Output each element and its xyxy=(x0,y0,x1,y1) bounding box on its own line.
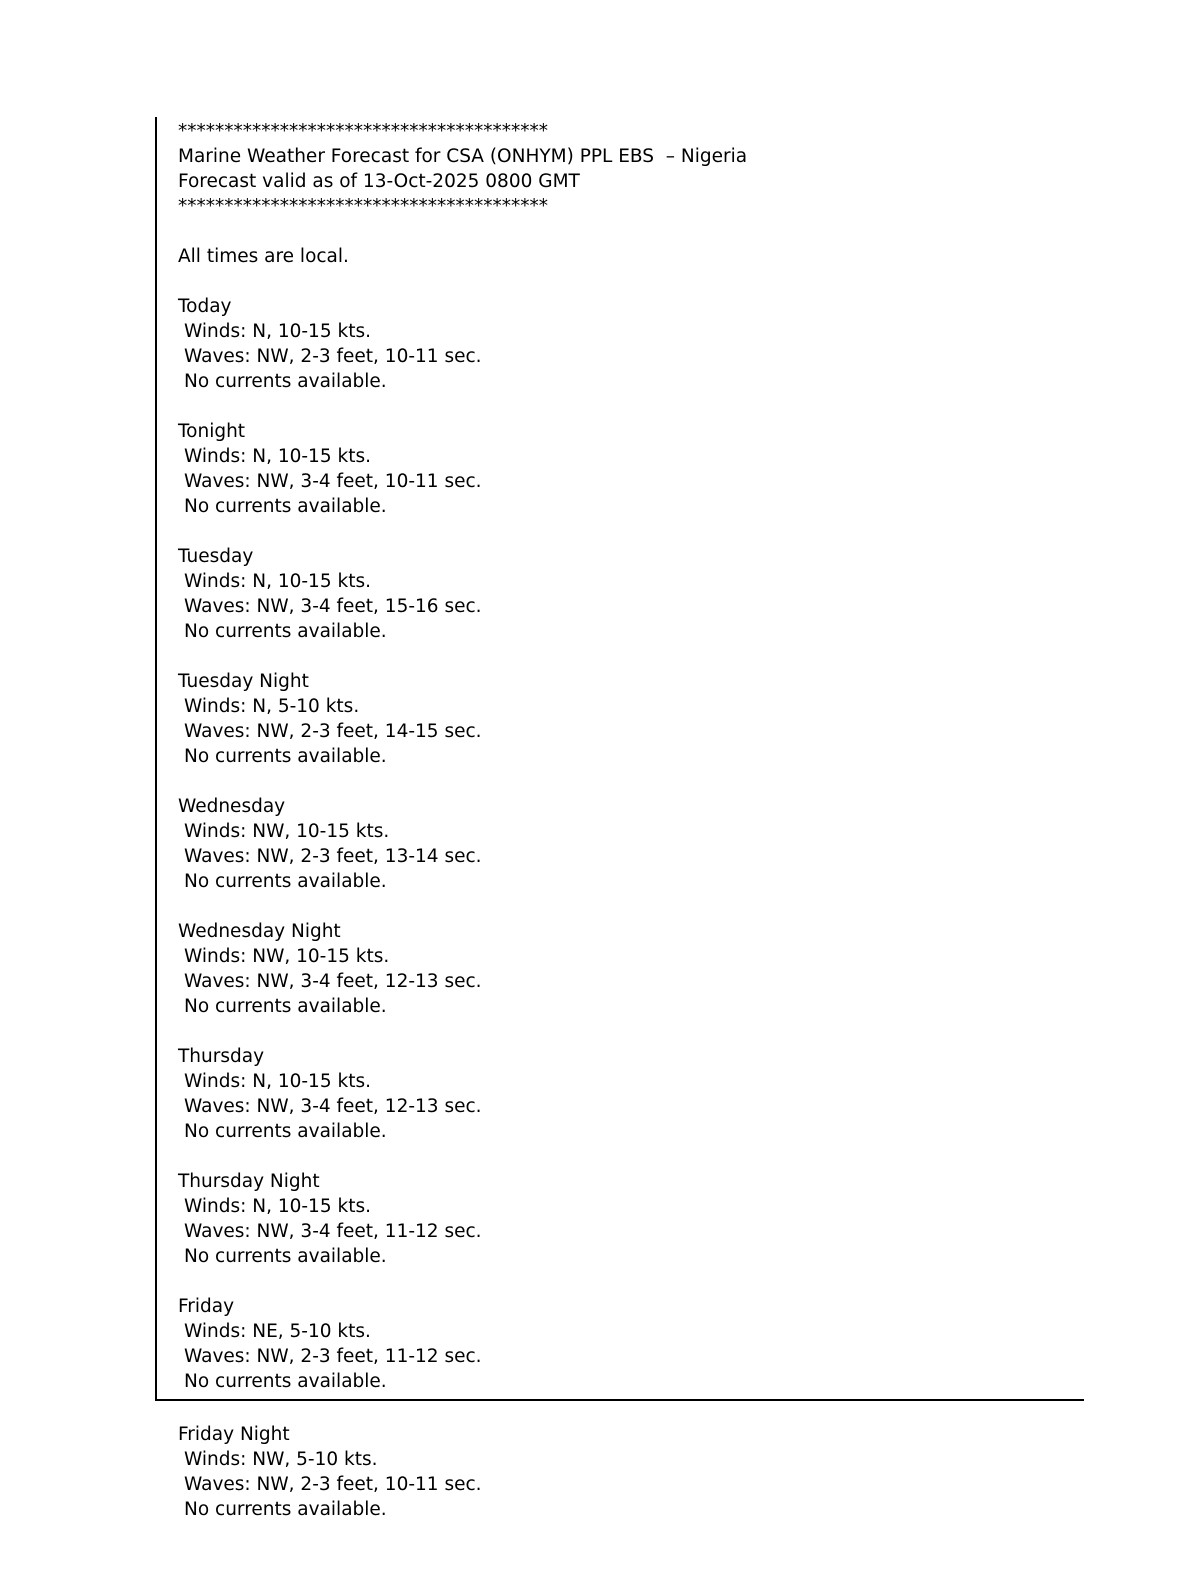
section-currents: No currents available. xyxy=(184,996,387,1017)
section-currents: No currents available. xyxy=(184,371,387,392)
forecast-section xyxy=(178,1294,1084,1394)
section-winds: Winds: N, 10-15 kts. xyxy=(184,1196,371,1217)
forecast-section xyxy=(178,419,1084,519)
section-day: Tuesday xyxy=(178,546,254,567)
section-currents: No currents available. xyxy=(184,1121,387,1142)
header-divider-bottom: **************************************** xyxy=(178,196,548,217)
section-winds: Winds: N, 10-15 kts. xyxy=(184,1071,371,1092)
forecast-section xyxy=(178,544,1084,644)
forecast-section xyxy=(178,1169,1084,1269)
section-winds: Winds: NW, 5-10 kts. xyxy=(184,1449,378,1470)
section-day: Tonight xyxy=(178,421,246,442)
section-day: Friday Night xyxy=(178,1424,290,1445)
section-waves: Waves: NW, 2-3 feet, 10-11 sec. xyxy=(184,1474,482,1495)
section-day: Today xyxy=(178,296,232,317)
forecast-valid-line: Forecast valid as of 13-Oct-2025 0800 GMT xyxy=(178,171,580,192)
section-waves: Waves: NW, 3-4 feet, 11-12 sec. xyxy=(184,1221,482,1242)
header-divider-top: **************************************** xyxy=(178,121,548,142)
section-waves: Waves: NW, 3-4 feet, 10-11 sec. xyxy=(184,471,482,492)
section-winds: Winds: N, 10-15 kts. xyxy=(184,446,371,467)
section-waves: Waves: NW, 2-3 feet, 14-15 sec. xyxy=(184,721,482,742)
section-currents: No currents available. xyxy=(184,1371,387,1392)
forecast-section xyxy=(178,1044,1084,1144)
forecast-section xyxy=(178,294,1084,394)
section-waves: Waves: NW, 2-3 feet, 13-14 sec. xyxy=(184,846,482,867)
section-winds: Winds: NW, 10-15 kts. xyxy=(184,946,390,967)
section-currents: No currents available. xyxy=(184,1499,387,1520)
section-winds: Winds: N, 10-15 kts. xyxy=(184,321,371,342)
document-title: Marine Weather Forecast for CSA (ONHYM) PPL EBS – Nigeria xyxy=(178,146,748,167)
forecast-section xyxy=(178,919,1084,1019)
section-winds: Winds: NW, 10-15 kts. xyxy=(184,821,390,842)
section-currents: No currents available. xyxy=(184,1246,387,1267)
section-winds: Winds: N, 5-10 kts. xyxy=(184,696,360,717)
forecast-section xyxy=(178,1422,482,1522)
section-winds: Winds: NE, 5-10 kts. xyxy=(184,1321,371,1342)
forecast-section xyxy=(178,794,1084,894)
section-waves: Waves: NW, 2-3 feet, 11-12 sec. xyxy=(184,1346,482,1367)
section-waves: Waves: NW, 3-4 feet, 12-13 sec. xyxy=(184,971,482,992)
section-currents: No currents available. xyxy=(184,746,387,767)
times-note: All times are local. xyxy=(178,246,349,267)
section-currents: No currents available. xyxy=(184,621,387,642)
section-day: Friday xyxy=(178,1296,235,1317)
section-waves: Waves: NW, 3-4 feet, 15-16 sec. xyxy=(184,596,482,617)
section-day: Thursday xyxy=(178,1046,265,1067)
section-currents: No currents available. xyxy=(184,496,387,517)
section-day: Wednesday xyxy=(178,796,286,817)
forecast-section xyxy=(178,669,1084,769)
page-frame xyxy=(155,117,1084,1401)
forecast-sections-page2 xyxy=(157,1422,482,1522)
section-waves: Waves: NW, 2-3 feet, 10-11 sec. xyxy=(184,346,482,367)
section-day: Wednesday Night xyxy=(178,921,341,942)
section-day: Tuesday Night xyxy=(178,671,309,692)
blank-line xyxy=(178,219,1084,244)
section-day: Thursday Night xyxy=(178,1171,320,1192)
section-waves: Waves: NW, 3-4 feet, 12-13 sec. xyxy=(184,1096,482,1117)
forecast-sections-page1 xyxy=(178,294,1084,1394)
section-winds: Winds: N, 10-15 kts. xyxy=(184,571,371,592)
blank-line xyxy=(178,269,1084,294)
section-currents: No currents available. xyxy=(184,871,387,892)
